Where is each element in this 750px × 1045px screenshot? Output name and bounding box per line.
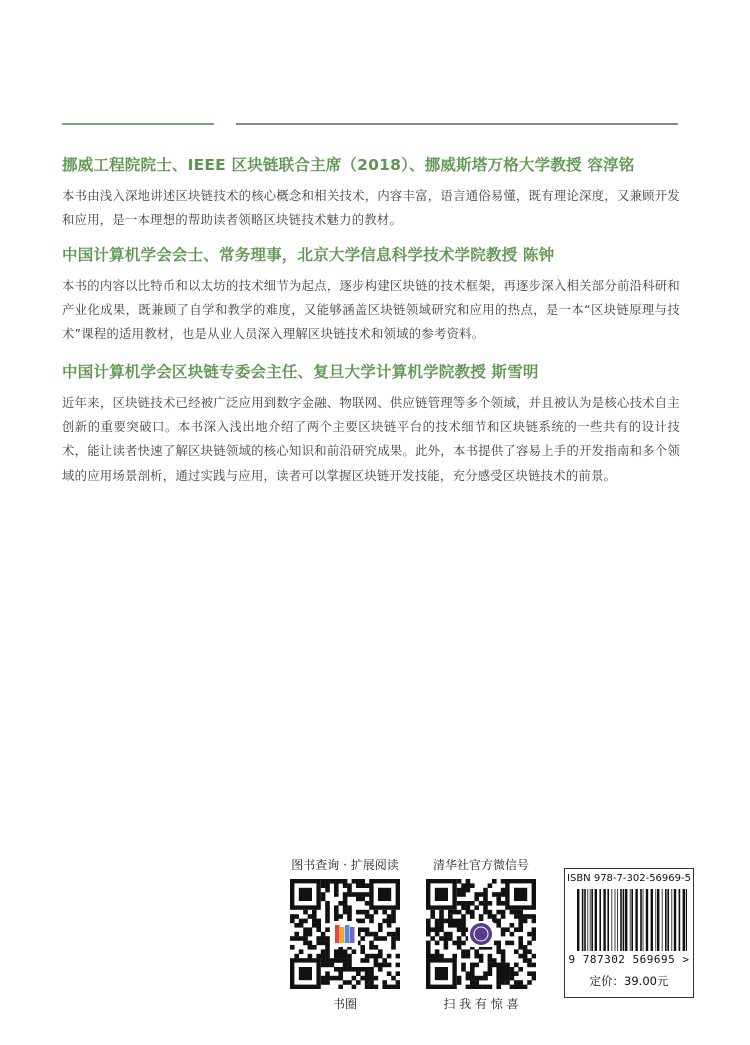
qr-caption: 扫 我 有 惊 喜 — [443, 997, 519, 1011]
endorsement-3 — [62, 360, 680, 488]
qr-finder-pattern — [505, 879, 536, 910]
endorsement-heading: 中国计算机学会区块链专委会主任、复旦大学计算机学院教授 斯雪明 — [62, 363, 539, 381]
endorsement-heading: 挪威工程院院士、IEEE 区块链联合主席（2018）、挪威斯塔万格大学教授 容淳铭 — [62, 156, 635, 174]
qr-block-wechat — [418, 856, 544, 1012]
endorsement-2 — [62, 243, 680, 347]
qr-finder-pattern — [290, 958, 321, 989]
qr-finder-pattern — [369, 879, 400, 910]
qr-title: 图书查询 · 扩展阅读 — [291, 858, 399, 872]
endorsement-1 — [62, 153, 680, 232]
barcode-icon — [577, 889, 687, 951]
endorsement-body: 本书由浅入深地讲述区块链技术的核心概念和相关技术，内容丰富，语言通俗易懂，既有理论深度，又兼顾开发和应用，是一本理想的帮助读者领略区块链技术魅力的教材。 — [62, 189, 680, 228]
decorative-rule-green — [62, 123, 214, 125]
qr-block-shuquan — [282, 856, 408, 1012]
price-label: 定价：39.00元 — [589, 974, 669, 988]
qr-finder-pattern — [290, 879, 321, 910]
endorsement-body: 近年来，区块链技术已经被广泛应用到数字金融、物联网、供应链管理等多个领域，并且被认为是核心技术自主创新的重要突破口。本书深入浅出地介绍了两个主要区块链平台的技术细节和区块链系统的一些共有的设计技术，能让读者快速了解区块链领域的核心知识和前沿研究成果。此外，本书提供了容易上手的开发指南和多个领域的应用场景剖析，通过实践与应用，读者可以掌握区块链开发技能，充分感受区块链技术的前景。 — [62, 396, 680, 483]
isbn-label: ISBN 978-7-302-56969-5 — [567, 873, 691, 884]
decorative-rule-gray — [236, 123, 678, 125]
qr-caption: 书圈 — [332, 997, 357, 1011]
qr-code[interactable] — [426, 879, 536, 989]
qr-title: 清华社官方微信号 — [432, 858, 529, 872]
endorsement-body: 本书的内容以比特币和以太坊的技术细节为起点，逐步构建区块链的技术框架，再逐步深入相关部分前沿科研和产业化成果，既兼顾了自学和教学的难度，又能够涵盖区块链领域研究和应用的热点，是一本“区块链原理与技术”课程的适用教材，也是从业人员深入理解区块链技术和领域的参考资料。 — [62, 279, 680, 342]
isbn-digits: 9 787302 569695 > — [568, 953, 690, 966]
endorsement-heading: 中国计算机学会会士、常务理事，北京大学信息科学技术学院教授 陈钟 — [62, 246, 555, 264]
qr-finder-pattern — [426, 879, 457, 910]
qr-finder-pattern — [426, 958, 457, 989]
tsinghua-press-seal-icon — [470, 923, 492, 945]
isbn-barcode-panel — [564, 868, 694, 998]
qr-code[interactable] — [290, 879, 400, 989]
